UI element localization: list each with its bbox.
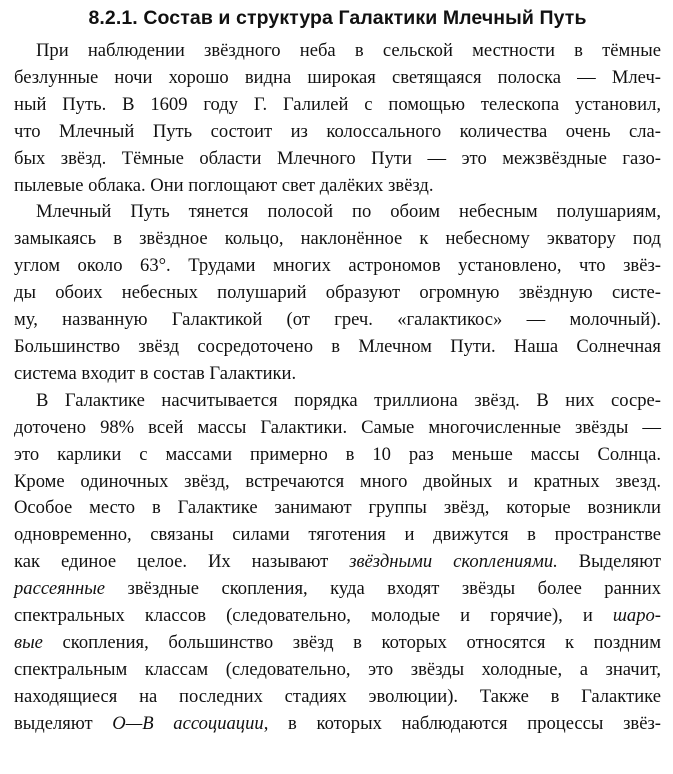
text-run: В Галактике насчитывается порядка триллиона звёзд. В них сосре- xyxy=(36,389,661,411)
text-run: скопления, большинство звёзд в которых относятся к поздним xyxy=(42,631,661,653)
text-line xyxy=(14,630,661,657)
text-line xyxy=(14,657,661,684)
text-run: Большинство звёзд сосредоточено в Млечном Пути. Наша Солнечная xyxy=(14,335,661,357)
text-line xyxy=(14,603,661,630)
text-run: замыкаясь в звёздное кольцо, наклонённое к небесному экватору под xyxy=(14,228,661,250)
section-title: 8.2.1. Состав и структура Галактики Млечный Путь xyxy=(88,7,587,29)
text-run: одновременно, связаны силами тяготения и движутся в пространстве xyxy=(14,524,661,546)
text-line xyxy=(14,92,661,119)
text-run: Кроме одиночных звёзд, встречаются много двойных и кратных звезд. xyxy=(14,470,661,492)
italic-term: O—B ассоциации xyxy=(112,712,264,734)
text-line xyxy=(14,415,661,442)
body-text xyxy=(14,38,661,738)
paragraph xyxy=(14,388,661,738)
text-line xyxy=(14,469,661,496)
italic-term: шаро- xyxy=(612,605,661,627)
text-line xyxy=(14,388,661,415)
text-line xyxy=(14,280,661,307)
text-line xyxy=(14,65,661,92)
text-run: ды обоих небесных полушарий образуют огромную звёздную систе- xyxy=(14,282,661,304)
text-line xyxy=(14,226,661,253)
text-run: му, названную Галактикой (от греч. «галактикос» — молочный). xyxy=(14,309,661,331)
text-run: выделяют xyxy=(14,712,113,734)
text-line xyxy=(14,361,661,388)
text-line xyxy=(14,576,661,603)
italic-term: рассеянные xyxy=(14,578,106,600)
text-run: как единое целое. Их называют xyxy=(14,551,350,573)
text-line xyxy=(14,684,661,711)
italic-term: звёздными скоплениями. xyxy=(349,551,558,573)
text-run: безлунные ночи хорошо видна широкая светящаяся полоска — Млеч- xyxy=(14,66,661,88)
italic-term: вые xyxy=(14,631,43,653)
text-line xyxy=(14,442,661,469)
text-run: что Млечный Путь состоит из колоссального количества очень сла- xyxy=(14,120,661,142)
text-line xyxy=(14,522,661,549)
text-run: это карлики с массами примерно в 10 раз меньше массы Солнца. xyxy=(14,443,661,465)
text-line xyxy=(14,199,661,226)
paragraph xyxy=(14,199,661,387)
text-run: доточено 98% всей массы Галактики. Самые многочисленные звёзды — xyxy=(14,416,661,438)
text-line xyxy=(14,307,661,334)
text-run: Выделяют xyxy=(557,551,661,573)
text-line xyxy=(14,146,661,173)
text-run: , в которых наблюдаются процессы звёз- xyxy=(263,712,661,734)
text-run: бых звёзд. Тёмные области Млечного Пути — это межзвёздные газо- xyxy=(14,147,661,169)
text-run: При наблюдении звёздного неба в сельской местности в тёмные xyxy=(36,40,661,61)
text-line xyxy=(14,173,661,200)
text-line xyxy=(14,711,661,738)
text-run: пылевые облака. Они поглощают свет далёких звёзд. xyxy=(14,174,434,196)
text-run: система входит в состав Галактики. xyxy=(14,362,297,384)
text-run: спектральным классам (следовательно, это звёзды холодные, а значит, xyxy=(14,658,661,680)
text-run: звёздные скопления, куда входят звёзды более ранних xyxy=(105,578,661,600)
text-run: углом около 63°. Трудами многих астрономов установлено, что звёз- xyxy=(14,255,661,277)
text-line xyxy=(14,253,661,280)
text-line xyxy=(14,549,661,576)
text-line xyxy=(14,334,661,361)
text-run: находящиеся на последних стадиях эволюции). Также в Галактике xyxy=(14,685,661,707)
text-run: Млечный Путь тянется полосой по обоим небесным полушариям, xyxy=(36,201,661,223)
text-run: Особое место в Галактике занимают группы звёзд, которые возникли xyxy=(14,497,661,519)
paragraph xyxy=(14,38,661,199)
text-run: спектральных классов (следовательно, молодые и горячие), и xyxy=(14,605,613,627)
text-line xyxy=(14,38,661,65)
text-line xyxy=(14,119,661,146)
text-run: ный Путь. В 1609 году Г. Галилей с помощью телескопа установил, xyxy=(14,93,661,115)
text-line xyxy=(14,495,661,522)
